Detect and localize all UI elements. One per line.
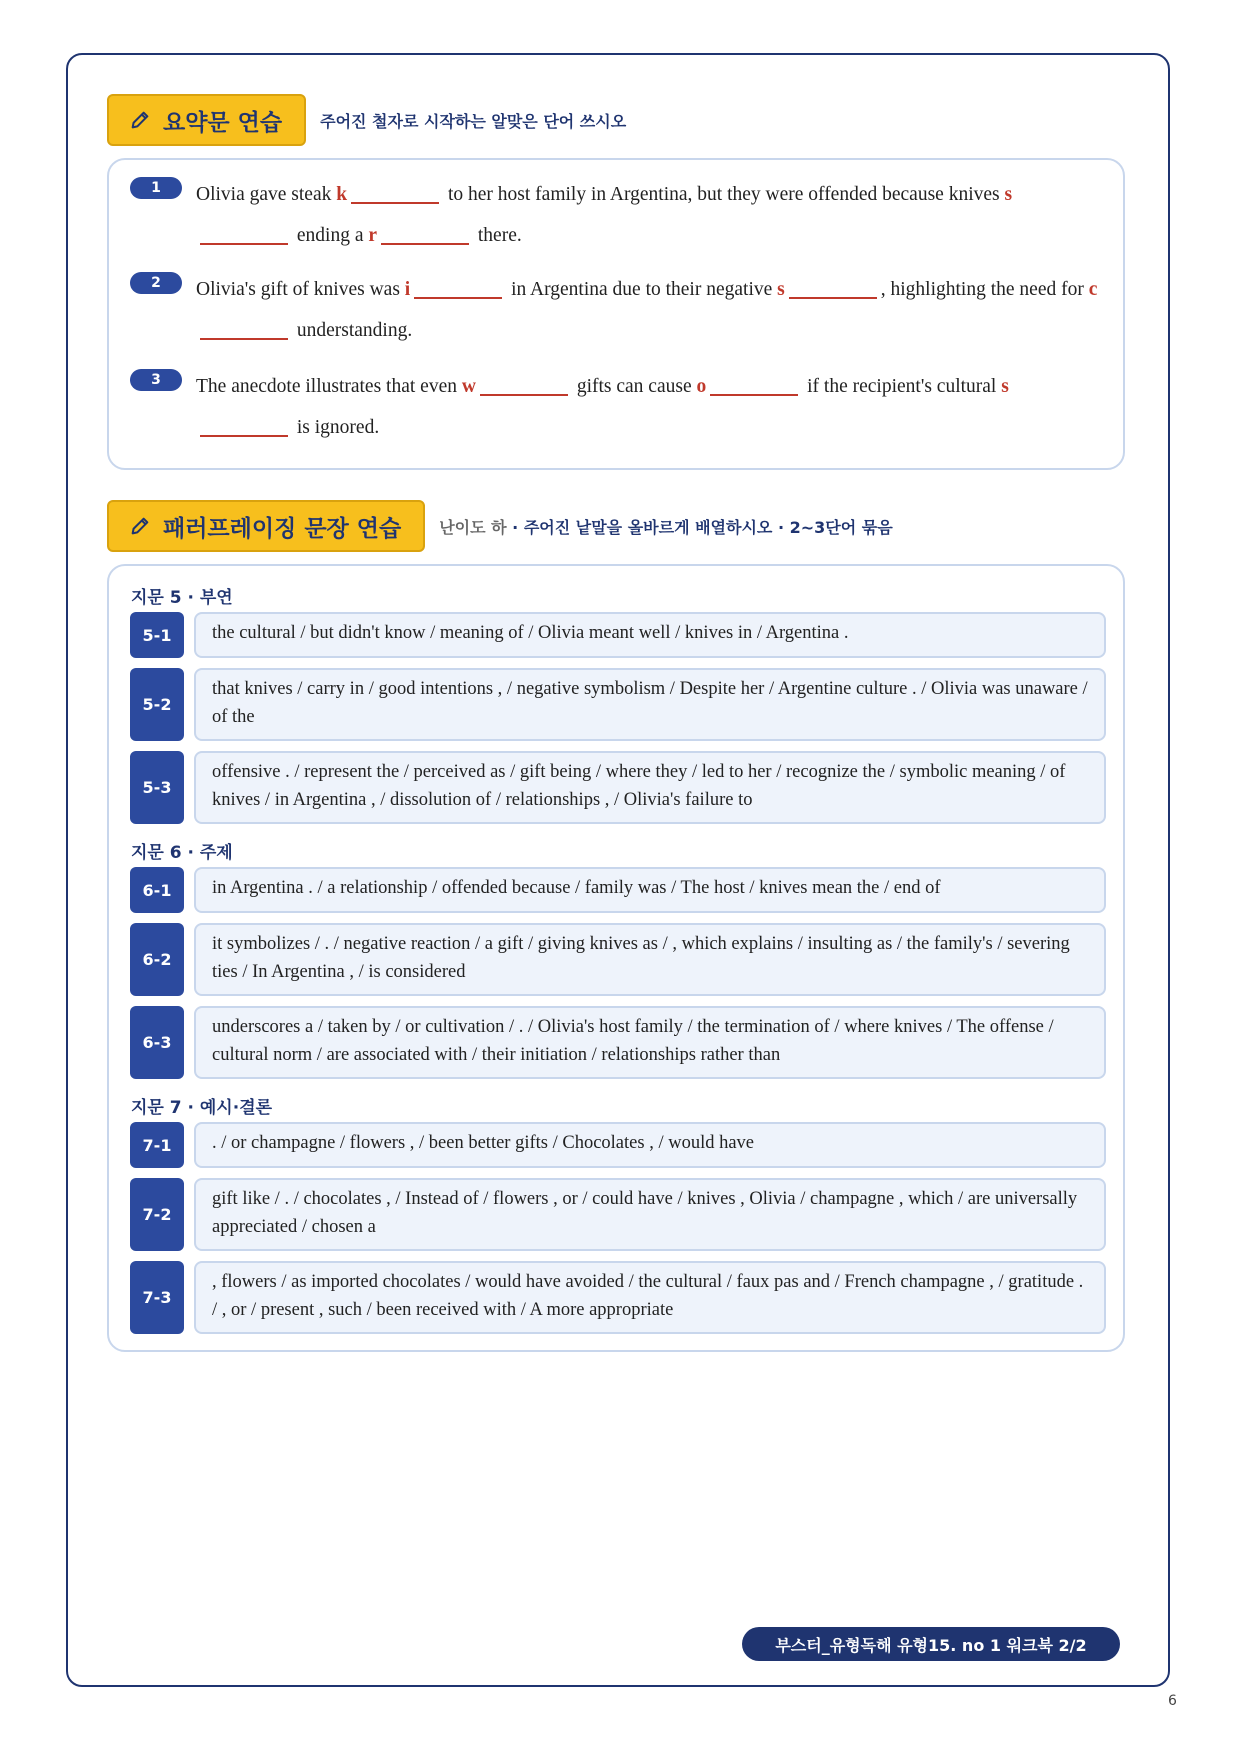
answer-blank[interactable] [200, 314, 288, 340]
sentence-text: to her host family in Argentina, but they were offended because knives [443, 184, 1005, 205]
page-number: 6 [1168, 1693, 1177, 1709]
word-chunks: offensive . / represent the / perceived as / gift being / where they / led to her / recognize the / symbolic meaning / of knives / in Argentina , / dissolution of / relationships , / Olivia's failure to [194, 751, 1106, 824]
start-letter: o [696, 376, 707, 397]
sentence-text: Olivia gave steak [196, 184, 337, 205]
question-number: 7-2 [130, 1178, 184, 1251]
sentence-text: gifts can cause [571, 376, 697, 397]
answer-blank[interactable] [200, 219, 288, 245]
sentence-text: in Argentina due to their negative [506, 279, 778, 300]
sentence-text: if the recipient's cultural [802, 376, 1002, 397]
word-chunks: underscores a / taken by / or cultivation / . / Olivia's host family / the termination of / where knives / The offense / cultural norm / are associated with / their initiation / relationships rather than [194, 1006, 1106, 1079]
paraphrase-section-tag [107, 500, 425, 552]
summary-item [130, 269, 1108, 351]
summary-sentence [196, 269, 1108, 351]
passage-label: 지문 7 · 예시·결론 [131, 1098, 273, 1118]
answer-blank[interactable] [710, 370, 798, 396]
word-chunks: that knives / carry in / good intentions , / negative symbolism / Despite her / Argentine culture . / Olivia was unaware / of the [194, 668, 1106, 741]
paraphrase-instruction [439, 515, 892, 538]
word-chunks: gift like / . / chocolates , / Instead of / flowers , or / could have / knives , Olivia / champagne , which / are universally appreciated / chosen a [194, 1178, 1106, 1251]
start-letter: s [1004, 184, 1013, 205]
item-number: 3 [130, 369, 182, 391]
paraphrase-section-title: 패러프레이징 문장 연습 [163, 515, 402, 542]
question-number: 5-2 [130, 668, 184, 741]
question-number: 5-3 [130, 751, 184, 824]
summary-sentence [196, 366, 1108, 448]
question-number: 6-3 [130, 1006, 184, 1079]
sentence-text: ending a [292, 225, 369, 246]
sentence-text: The anecdote illustrates that even [196, 376, 462, 397]
answer-blank[interactable] [789, 273, 877, 299]
word-chunks: it symbolizes / . / negative reaction / a gift / giving knives as / , which explains / insulting as / the family's / severing ties / In Argentina , / is considered [194, 923, 1106, 996]
item-number: 1 [130, 177, 182, 199]
start-letter: w [461, 376, 476, 397]
summary-sentence [196, 174, 1108, 256]
sentence-text: understanding. [292, 320, 413, 341]
word-chunks: in Argentina . / a relationship / offended because / family was / The host / knives mean the / end of [194, 867, 1106, 913]
difficulty-label: 난이도 하 [439, 517, 507, 537]
summary-section-header [107, 94, 626, 146]
paraphrase-section-header [107, 500, 893, 552]
start-letter: k [336, 184, 348, 205]
answer-blank[interactable] [351, 178, 439, 204]
pencil-icon [129, 515, 151, 537]
question-number: 7-1 [130, 1122, 184, 1168]
passage-label: 지문 5 · 부연 [131, 588, 233, 608]
sentence-text: is ignored. [292, 417, 380, 438]
summary-item [130, 174, 1108, 256]
summary-section-title: 요약문 연습 [163, 109, 283, 136]
start-letter: s [777, 279, 785, 300]
passage-label: 지문 6 · 주제 [131, 843, 233, 863]
summary-instruction: 주어진 철자로 시작하는 알맞은 단어 쓰시오 [320, 111, 627, 131]
answer-blank[interactable] [381, 219, 469, 245]
footer-badge: 부스터_유형독해 유형15. no 1 워크북 2/2 [742, 1627, 1120, 1661]
sentence-text: Olivia's gift of knives was [196, 279, 405, 300]
start-letter: i [404, 279, 411, 300]
summary-section-tag [107, 94, 306, 146]
question-number: 6-2 [130, 923, 184, 996]
item-number: 2 [130, 272, 182, 294]
pencil-icon [129, 109, 151, 131]
word-chunks: the cultural / but didn't know / meaning of / Olivia meant well / knives in / Argentina . [194, 612, 1106, 658]
word-chunks: , flowers / as imported chocolates / would have avoided / the cultural / faux pas and / French champagne , / gratitude . / , or / present , such / been received with / A more appropriate [194, 1261, 1106, 1334]
answer-blank[interactable] [200, 411, 288, 437]
word-chunks: . / or champagne / flowers , / been better gifts / Chocolates , / would have [194, 1122, 1106, 1168]
question-number: 6-1 [130, 867, 184, 913]
question-number: 5-1 [130, 612, 184, 658]
summary-item [130, 366, 1108, 448]
start-letter: s [1001, 376, 1009, 397]
sentence-text: there. [473, 225, 522, 246]
answer-blank[interactable] [480, 370, 568, 396]
start-letter: r [368, 225, 378, 246]
sentence-text: , highlighting the need for [880, 279, 1089, 300]
question-number: 7-3 [130, 1261, 184, 1334]
answer-blank[interactable] [414, 273, 502, 299]
start-letter: c [1088, 279, 1098, 300]
instruction-text: · 주어진 낱말을 올바르게 배열하시오 · 2~3단어 묶음 [506, 517, 893, 537]
